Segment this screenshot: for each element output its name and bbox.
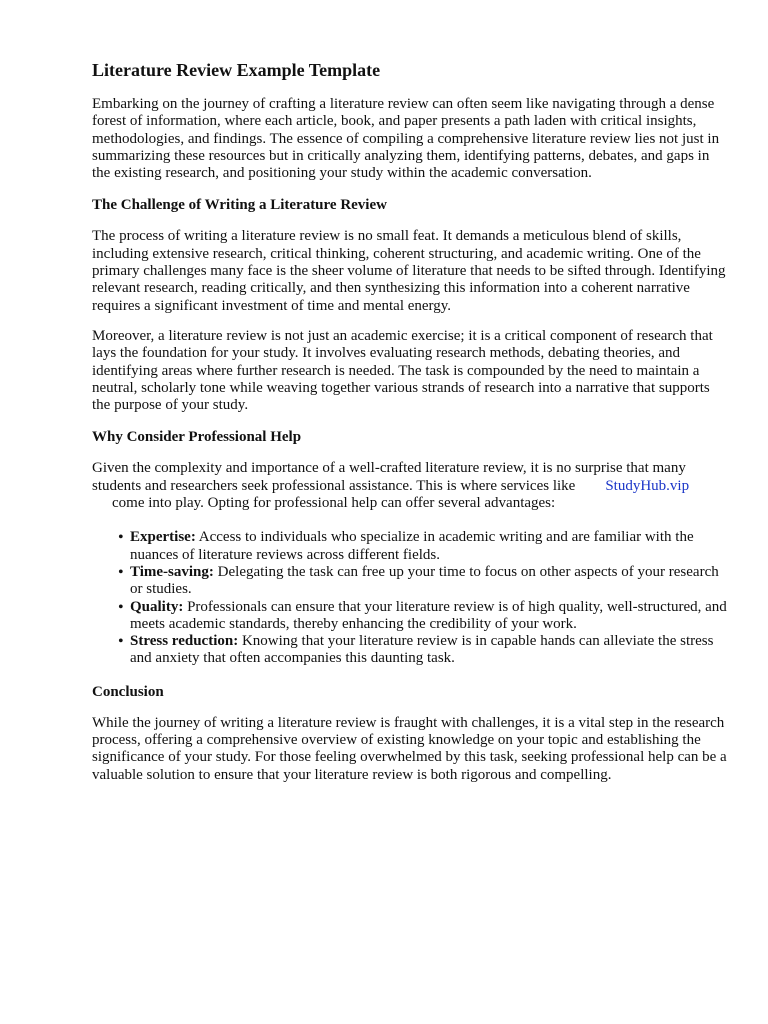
bullet-icon: • (118, 529, 124, 547)
list-item-text: Professionals can ensure that your literature review is of high quality, well-structured, and meets academic standards, thereby enhancing the credibility of your work. (130, 598, 727, 632)
help-heading: Why Consider Professional Help (92, 429, 302, 446)
list-item-term: Stress reduction: (130, 633, 239, 650)
list-item-term: Time-saving: (130, 563, 214, 580)
list-item-quality (118, 598, 728, 634)
studyhub-link[interactable]: StudyHub.vip (605, 477, 690, 494)
list-item-expertise (118, 529, 728, 564)
bullet-icon: • (118, 563, 124, 581)
challenge-paragraph-1: The process of writing a literature review is no small feat. It demands a meticulous blend of skills, including extensive research, critical thinking, coherent structuring, and academic writing. One of the primary challenges many face is the sheer volume of literature that needs to be sifted through. Identifying relevant research, reading critically, and then synthesizing this information into a coherent narrative requires a significant investment of time and mental energy. (92, 228, 726, 314)
list-item-term: Expertise: (130, 529, 196, 546)
list-item-text: Access to individuals who specialize in academic writing and are familiar with the nuances of literature reviews across different fields. (130, 529, 694, 563)
help-intro-text-continued: come into play. Opting for professional help can offer several advantages: (112, 495, 556, 512)
challenge-heading: The Challenge of Writing a Literature Review (92, 197, 387, 214)
bullet-icon: • (118, 633, 124, 651)
conclusion-heading: Conclusion (92, 683, 164, 700)
conclusion-paragraph: While the journey of writing a literature review is fraught with challenges, it is a vital step in the research process, offering a comprehensive overview of existing knowledge on your topic and establishing the significance of your study. For those feeling overwhelmed by this task, seeking professional help can be a valuable solution to ensure that your literature review is both rigorous and compelling. (92, 714, 727, 783)
challenge-paragraph-2: Moreover, a literature review is not just an academic exercise; it is a critical component of research that lays the foundation for your study. It involves evaluating research methods, debating theories, and identifying areas where further research is needed. The task is compounded by the need to maintain a neutral, scholarly tone while weaving together various strands of research into a narrative that supports the purpose of your study. (92, 327, 713, 414)
intro-paragraph: Embarking on the journey of crafting a literature review can often seem like navigating through a dense forest of information, where each article, book, and paper presents a path laden with critical insights, methodologies, and findings. The essence of compiling a comprehensive literature review lies not just in summarizing these resources but in critically analyzing them, identifying patterns, debates, and gaps in the existing research, and positioning your study within the academic conversation. (92, 96, 720, 182)
list-item-term: Quality: (130, 598, 184, 615)
list-item-stress-reduction (118, 633, 728, 668)
help-intro-paragraph (92, 460, 728, 512)
document-page (92, 58, 728, 797)
list-item-text: Knowing that your literature review is in capable hands can alleviate the stress and anxiety that often accompanies this daunting task. (130, 633, 714, 667)
advantages-list (92, 525, 728, 667)
list-item-text: Delegating the task can free up your time to focus on other aspects of your research or studies. (130, 563, 719, 598)
document-title: Literature Review Example Template (92, 60, 381, 80)
bullet-icon: • (118, 598, 124, 616)
list-item-time-saving (118, 563, 728, 599)
help-intro-text: Given the complexity and importance of a well-crafted literature review, it is no surprise that many students and researchers seek professional assistance. This is where services like (92, 460, 686, 494)
